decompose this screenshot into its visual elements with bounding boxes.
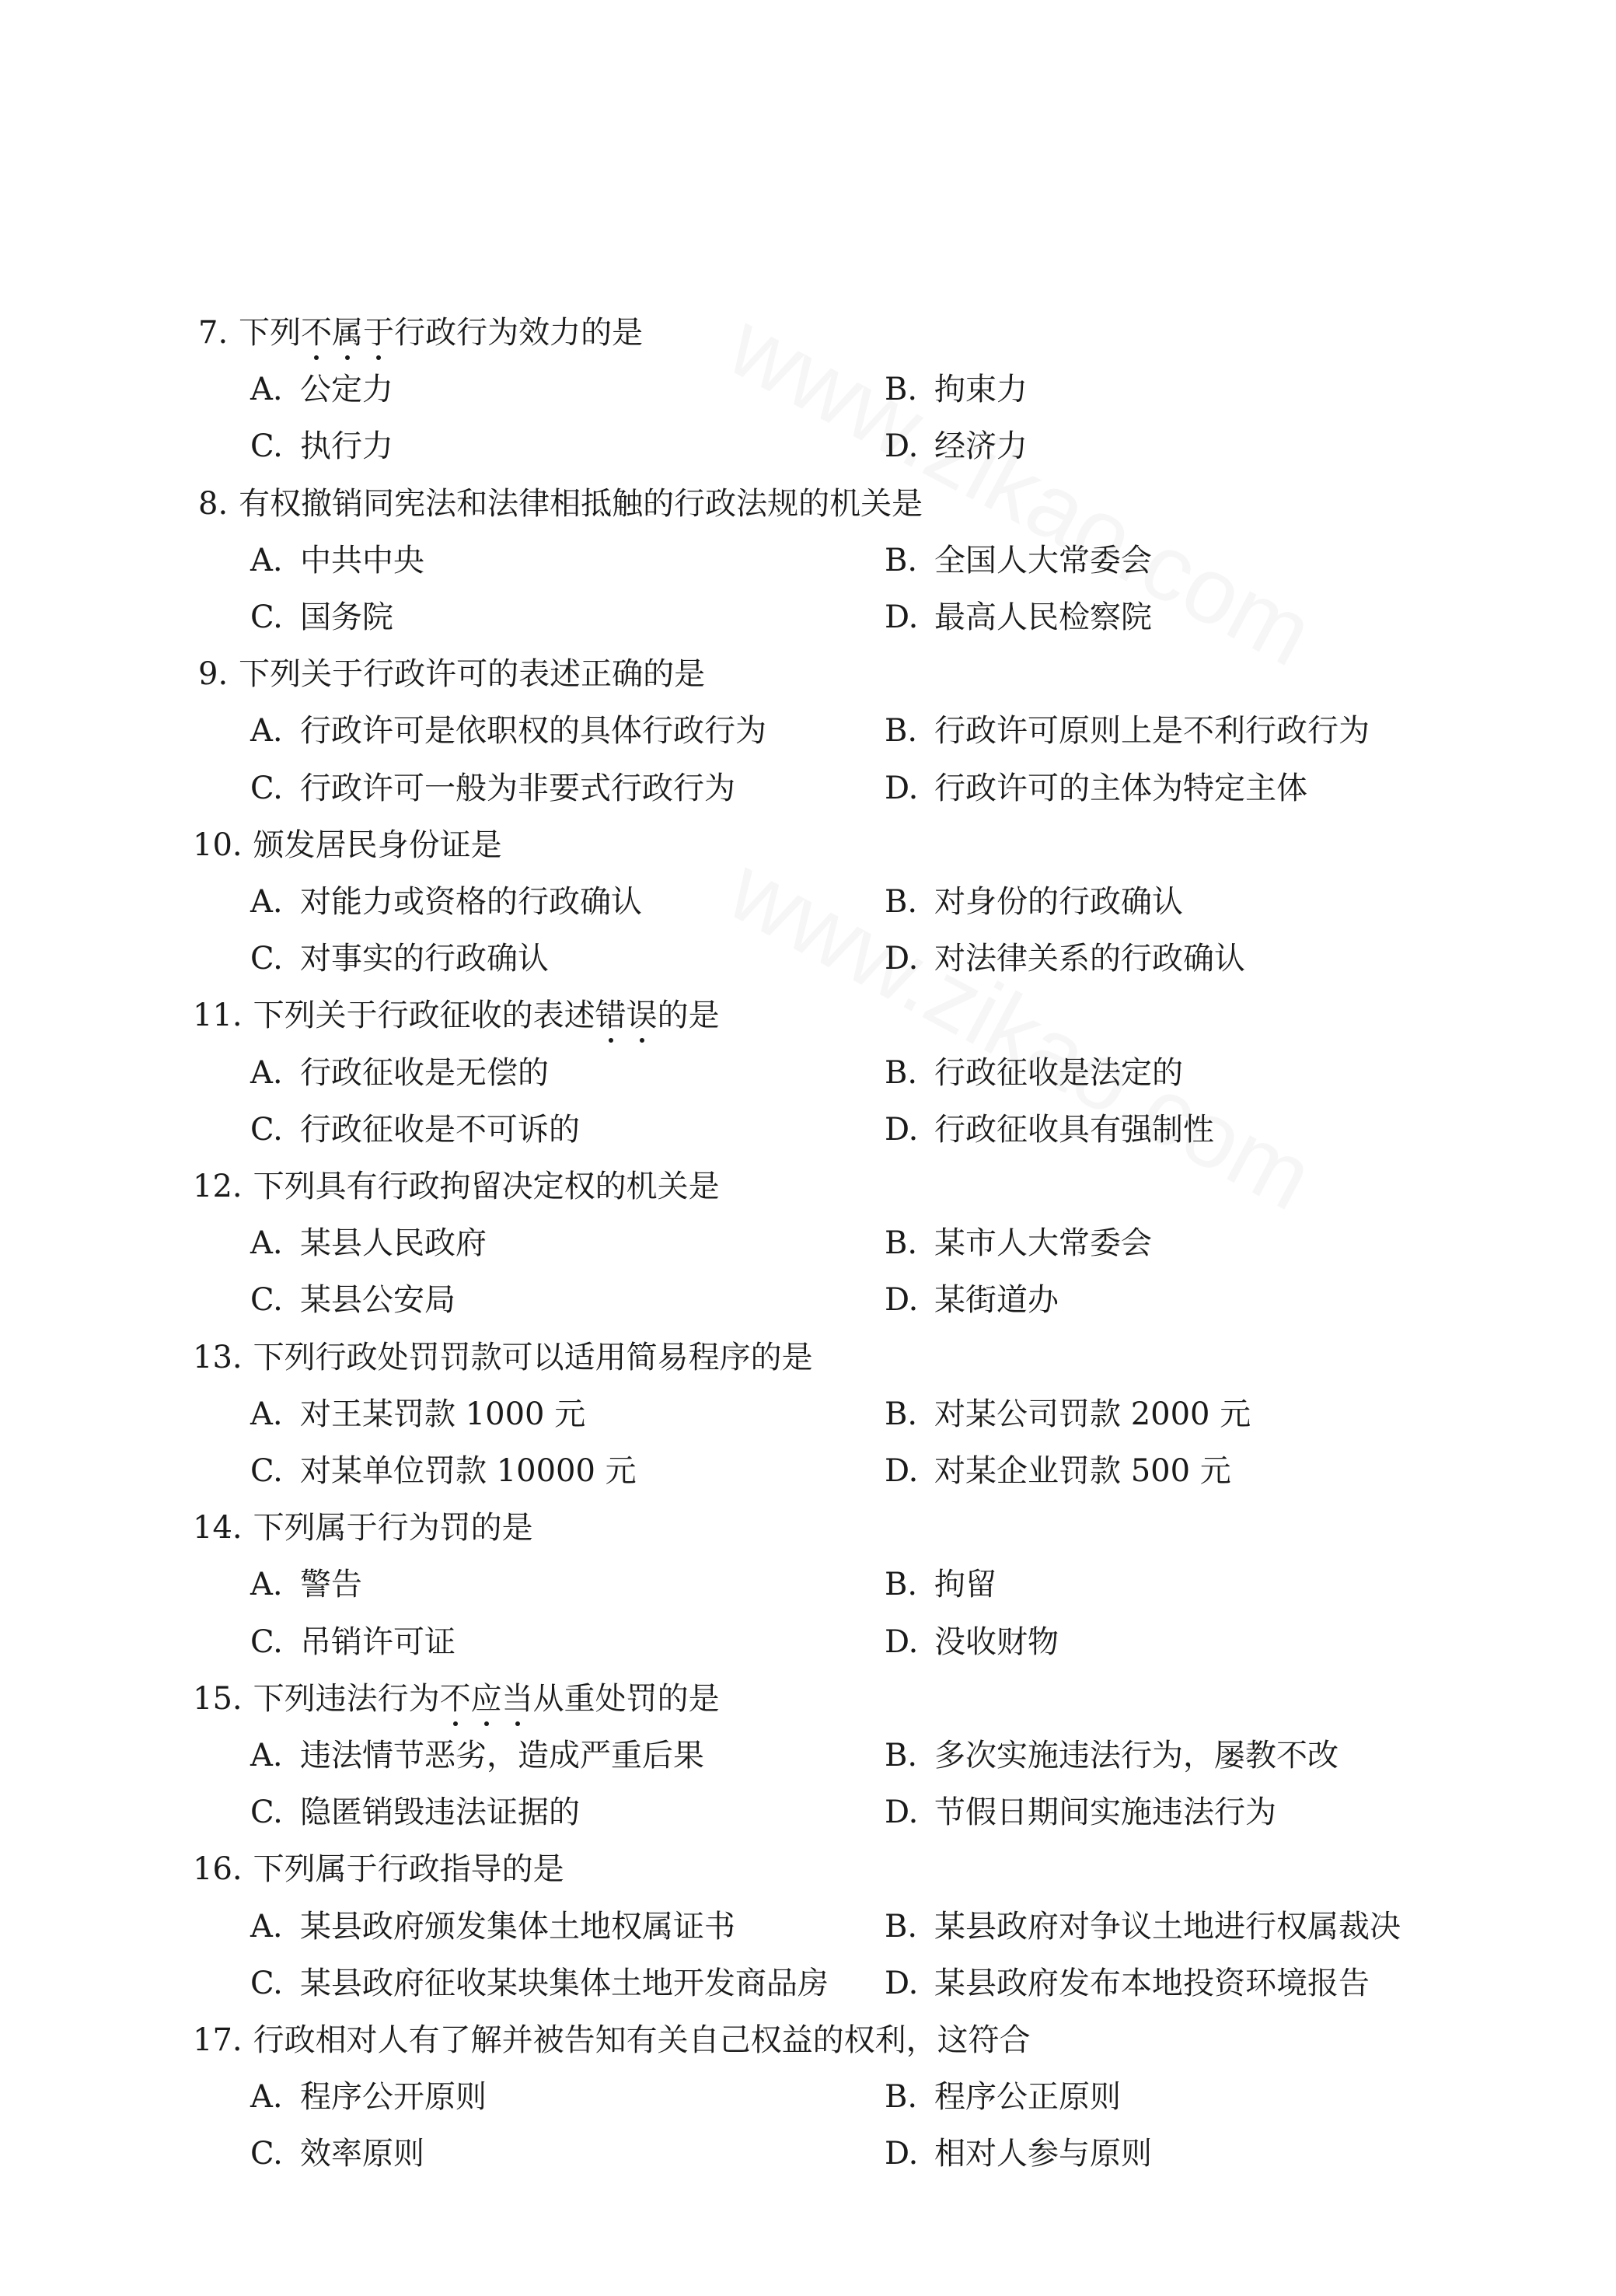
option-text: 程序公正原则: [934, 2079, 1121, 2116]
question-number: 7.: [198, 315, 229, 351]
question-text-before: 下列违法行为: [253, 1680, 440, 1717]
option-label: C.: [250, 2136, 283, 2172]
question-emphasis: [595, 998, 658, 1033]
option-text: 对某单位罚款 10000 元: [300, 1453, 637, 1489]
option-label: D.: [885, 1111, 919, 1148]
option-text: 行政征收是无偿的: [300, 1054, 549, 1091]
question-text-before: 颁发居民身份证是: [253, 826, 502, 863]
option-text: 某县政府颁发集体土地权属证书: [300, 1908, 735, 1945]
option-text: 行政许可的主体为特定主体: [934, 770, 1307, 806]
question-text: [253, 1851, 564, 1887]
option-label: B.: [885, 884, 918, 920]
question-emphasis: [440, 1681, 533, 1717]
option-text: 执行力: [300, 428, 393, 465]
emphasis-char: 当: [501, 1680, 533, 1717]
question-stem: [198, 654, 705, 694]
option-c: [250, 768, 735, 809]
question-text-before: 下列: [239, 315, 302, 351]
option-label: D.: [885, 1282, 919, 1319]
question-text: [253, 827, 502, 863]
option-label: A.: [250, 1054, 283, 1091]
question-text: [253, 1681, 720, 1717]
option-a: [250, 882, 642, 922]
question-number: 14.: [193, 1510, 243, 1546]
option-label: B.: [885, 1054, 918, 1091]
question-text-before: 下列关于行政征收的表述: [253, 998, 595, 1034]
option-b: [885, 711, 1370, 751]
question-stem: [193, 2020, 1031, 2060]
option-b: [885, 1906, 1401, 1947]
option-label: C.: [250, 1795, 283, 1831]
question-stem: [193, 1679, 720, 1719]
question-text-after: 行政行为效力的是: [394, 315, 644, 351]
option-label: C.: [250, 599, 283, 635]
option-text: 公定力: [300, 372, 393, 408]
question-number: 12.: [193, 1169, 243, 1204]
option-a: [250, 1564, 362, 1605]
option-text: 吊销许可证: [300, 1623, 455, 1660]
option-label: B.: [885, 2079, 918, 2116]
question-number: 10.: [193, 826, 243, 863]
option-label: C.: [250, 770, 283, 806]
option-text: 行政征收具有强制性: [934, 1111, 1214, 1148]
option-label: D.: [885, 770, 919, 806]
option-label: D.: [885, 599, 919, 635]
option-d: [885, 597, 1152, 638]
option-b: [885, 882, 1183, 922]
option-text: 对法律关系的行政确认: [934, 941, 1245, 977]
option-text: 违法情节恶劣，造成严重后果: [300, 1738, 704, 1774]
option-text: 经济力: [934, 428, 1028, 465]
option-text: 对身份的行政确认: [934, 884, 1183, 920]
option-b: [885, 1394, 1251, 1435]
option-label: C.: [250, 1111, 283, 1148]
option-text: 多次实施违法行为，屡教不改: [934, 1738, 1339, 1774]
option-text: 行政征收是不可诉的: [300, 1111, 580, 1148]
option-d: [885, 1451, 1231, 1491]
option-text: 相对人参与原则: [934, 2136, 1152, 2172]
question-text-before: 下列关于行政许可的表述正确的是: [239, 656, 706, 693]
option-c: [250, 597, 393, 638]
option-label: A.: [250, 713, 283, 750]
question-stem: [198, 484, 923, 524]
emphasis-char: 不: [301, 315, 333, 351]
option-a: [250, 1906, 735, 1947]
option-text: 某县公安局: [300, 1282, 455, 1319]
question-stem: [193, 1337, 813, 1378]
option-text: 某市人大常委会: [934, 1225, 1152, 1262]
question-stem: [193, 995, 720, 1036]
option-c: [250, 1963, 829, 2004]
option-text: 警告: [300, 1567, 362, 1603]
question-text-before: 有权撤销同宪法和法律相抵触的行政法规的机关是: [239, 485, 923, 522]
question-emphasis: [301, 315, 394, 351]
option-d: [885, 1110, 1214, 1150]
option-text: 行政许可一般为非要式行政行为: [300, 770, 735, 806]
option-label: A.: [250, 542, 283, 578]
option-label: B.: [885, 1908, 918, 1945]
option-text: 对某公司罚款 2000 元: [934, 1396, 1251, 1432]
option-c: [250, 1110, 580, 1150]
question-text: [253, 1510, 533, 1546]
option-a: [250, 369, 393, 410]
question-text-before: 行政相对人有了解并被告知有关自己权益的权利，这符合: [253, 2022, 1031, 2058]
question-text: [253, 2022, 1031, 2058]
option-d: [885, 768, 1307, 809]
option-a: [250, 2077, 487, 2117]
option-d: [885, 1622, 1059, 1662]
option-text: 对王某罚款 1000 元: [300, 1396, 586, 1432]
option-label: B.: [885, 542, 918, 578]
option-text: 行政许可原则上是不利行政行为: [934, 713, 1370, 750]
option-text: 隐匿销毁违法证据的: [300, 1795, 580, 1831]
option-c: [250, 1451, 637, 1491]
emphasis-char: 错: [595, 998, 627, 1034]
option-b: [885, 1223, 1152, 1263]
option-text: 对事实的行政确认: [300, 941, 549, 977]
option-a: [250, 1223, 487, 1263]
question-number: 13.: [193, 1339, 243, 1375]
question-text-before: 下列属于行政指导的是: [253, 1851, 564, 1888]
option-label: A.: [250, 372, 283, 408]
option-label: A.: [250, 1738, 283, 1774]
question-text: [253, 1340, 813, 1375]
option-text: 某县政府对争议土地进行权属裁决: [934, 1908, 1401, 1945]
question-text: [239, 486, 923, 522]
question-text-before: 下列具有行政拘留决定权的机关是: [253, 1169, 720, 1204]
option-label: D.: [885, 2136, 919, 2172]
option-label: D.: [885, 941, 919, 977]
option-text: 拘留: [934, 1567, 996, 1603]
option-c: [250, 1622, 455, 1662]
option-label: B.: [885, 1396, 918, 1432]
option-b: [885, 540, 1152, 581]
option-label: A.: [250, 1225, 283, 1262]
question-stem: [193, 1508, 533, 1548]
emphasis-char: 不: [439, 1680, 471, 1717]
option-b: [885, 369, 1028, 410]
option-text: 全国人大常委会: [934, 542, 1152, 578]
option-text: 程序公开原则: [300, 2079, 487, 2116]
option-label: C.: [250, 941, 283, 977]
option-text: 对能力或资格的行政确认: [300, 884, 642, 920]
question-number: 16.: [193, 1851, 243, 1888]
option-text: 效率原则: [300, 2136, 424, 2172]
option-text: 国务院: [300, 599, 393, 635]
option-a: [250, 1053, 549, 1093]
option-c: [250, 1792, 580, 1833]
option-b: [885, 1053, 1183, 1093]
option-text: 最高人民检察院: [934, 599, 1152, 635]
emphasis-char: 属: [332, 315, 364, 351]
question-text: [239, 315, 643, 351]
option-label: B.: [885, 713, 918, 750]
option-label: C.: [250, 428, 283, 465]
option-text: 行政许可是依职权的具体行政行为: [300, 713, 766, 750]
emphasis-char: 误: [626, 998, 658, 1034]
option-d: [885, 1280, 1059, 1320]
question-stem: [193, 1849, 564, 1889]
option-label: A.: [250, 884, 283, 920]
option-text: 拘束力: [934, 372, 1028, 408]
question-text: [253, 998, 720, 1033]
option-text: 没收财物: [934, 1623, 1059, 1660]
option-text: 某县政府征收某块集体土地开发商品房: [300, 1965, 829, 2001]
question-text-after: 从重处罚的是: [532, 1680, 720, 1717]
option-b: [885, 1564, 996, 1605]
option-c: [250, 1280, 455, 1320]
option-d: [885, 938, 1245, 979]
question-number: 11.: [193, 998, 243, 1034]
option-c: [250, 426, 393, 467]
question-number: 8.: [198, 485, 229, 522]
option-label: D.: [885, 1965, 919, 2001]
option-text: 某县人民政府: [300, 1225, 487, 1262]
option-text: 行政征收是法定的: [934, 1054, 1183, 1091]
question-text-before: 下列属于行为罚的是: [253, 1510, 533, 1546]
option-label: B.: [885, 1225, 918, 1262]
question-number: 15.: [193, 1680, 243, 1717]
emphasis-char: 于: [363, 315, 395, 351]
option-d: [885, 426, 1028, 467]
option-a: [250, 540, 424, 581]
question-stem: [193, 825, 502, 865]
option-text: 节假日期间实施违法行为: [934, 1795, 1276, 1831]
question-stem: [198, 313, 643, 353]
option-label: B.: [885, 1567, 918, 1603]
question-text: [239, 656, 705, 692]
emphasis-char: 应: [470, 1680, 502, 1717]
option-label: A.: [250, 1567, 283, 1603]
question-text-before: 下列行政处罚罚款可以适用简易程序的是: [253, 1339, 813, 1375]
option-d: [885, 1963, 1370, 2004]
option-label: A.: [250, 1908, 283, 1945]
question-text-after: 的是: [657, 998, 720, 1034]
option-label: C.: [250, 1453, 283, 1489]
option-c: [250, 938, 549, 979]
question-text: [253, 1169, 720, 1204]
option-c: [250, 2133, 424, 2174]
option-label: D.: [885, 1795, 919, 1831]
option-a: [250, 1394, 585, 1435]
option-label: C.: [250, 1282, 283, 1319]
option-label: D.: [885, 1623, 919, 1660]
option-label: A.: [250, 1396, 283, 1432]
option-d: [885, 2133, 1152, 2174]
option-label: C.: [250, 1623, 283, 1660]
question-number: 17.: [193, 2022, 243, 2058]
option-text: 某街道办: [934, 1282, 1059, 1319]
option-label: B.: [885, 372, 918, 408]
option-a: [250, 711, 766, 751]
option-label: B.: [885, 1738, 918, 1774]
question-number: 9.: [198, 656, 229, 693]
option-label: A.: [250, 2079, 283, 2116]
question-stem: [193, 1166, 720, 1207]
option-text: 对某企业罚款 500 元: [934, 1453, 1231, 1489]
option-label: C.: [250, 1965, 283, 2001]
option-label: D.: [885, 1453, 919, 1489]
option-a: [250, 1735, 704, 1776]
option-text: 某县政府发布本地投资环境报告: [934, 1965, 1370, 2001]
option-label: D.: [885, 428, 919, 465]
option-text: 中共中央: [300, 542, 424, 578]
option-b: [885, 1735, 1339, 1776]
option-d: [885, 1792, 1276, 1833]
option-b: [885, 2077, 1121, 2117]
